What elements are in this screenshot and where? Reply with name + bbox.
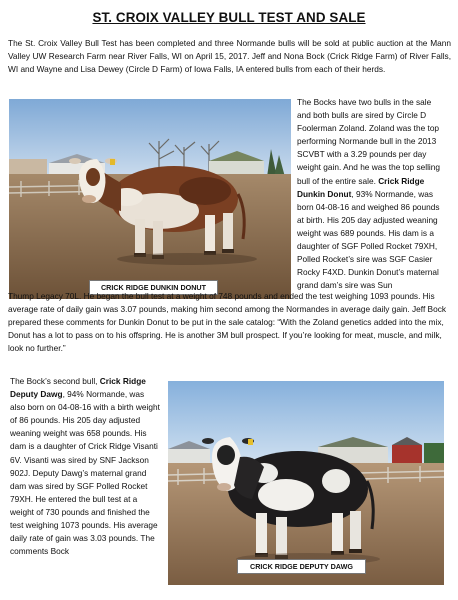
dunkin-donut-name: Crick Ridge Dunkin Donut — [297, 175, 425, 199]
intro-paragraph: The St. Croix Valley Bull Test has been completed and three Normande bulls will be sold at public auction at the Mann Valley UW Research Farm near River Falls, WI on April 15, 2017. Jeff and Nona Bock (Crick Ridge Farm) of River Falls, WI and Wayne and Lisa Dewey (Circle D Farm) of Iowa Falls, IA entered bulls from each of their herds. — [8, 38, 451, 75]
deputy-dawg-photo — [168, 381, 444, 585]
right-column-p2: , 93% Normande, was born 04-08-16 and weighed 86 pounds at birth. His 205 day adjusted weaning weight was 689 pounds. His dam is a daughter of SGF Polled Rocket 79XH, Polled Rocket’s sire was SGF Casier Rocky F4XD. Dunkin Donut’s maternal grand dam’s sire was Sun — [297, 188, 440, 291]
left-column-text — [10, 375, 160, 558]
right-column-p1: The Bocks have two bulls in the sale and both bulls are sired by Circle D Foolerman Zoland. Zoland was the top performing Normande bull in the 2013 SCVBT with a 3.29 pounds per day weight gain. And he was the top selling bull of the entire sale. — [297, 97, 440, 186]
deputy-dawg-name: Crick Ridge Deputy Dawg — [10, 376, 146, 400]
left-column-lead: The Bock’s second bull, — [10, 376, 100, 386]
dunkin-donut-caption: CRICK RIDGE DUNKIN DONUT — [89, 280, 218, 295]
right-column-text — [297, 96, 447, 292]
deputy-dawg-caption: CRICK RIDGE DEPUTY DAWG — [237, 559, 366, 574]
dunkin-donut-photo — [9, 99, 291, 299]
full-width-paragraph: Thump Legacy 70L. He began the bull test at a weight of 748 pounds and ended the test weighing 1093 pounds. His average rate of daily gain was 3.07 pounds, making him second among the Normandes in average daily gain. Jeff Bock prepared these comments for Dunkin Donut to be put in the sale catalog: “With the Zoland genetics added into the mix, Donut has a lot to pass on to his offspring. He is another 3M bull prospect. If you’re looking for meat, muscle, and milk, look no further.” — [8, 291, 446, 354]
article-title: ST. CROIX VALLEY BULL TEST AND SALE — [92, 10, 366, 25]
left-column-body: , 94% Normande, was also born on 04-08-16 with a birth weight of 86 pounds. His 205 day adjusted weaning weight was 658 pounds. His dam is a daughter of Crick Ridge Visanti 6V. Visanti was sired by SNF Jackson 902J. Deputy Dawg’s maternal grand dam was sired by SGF Polled Rocket 79XH. He entered the bull test at a weight of 730 pounds and finished the test weighing 1073 pounds. His average daily rate of gain was 3.03 pounds. The comments Bock — [10, 389, 160, 557]
